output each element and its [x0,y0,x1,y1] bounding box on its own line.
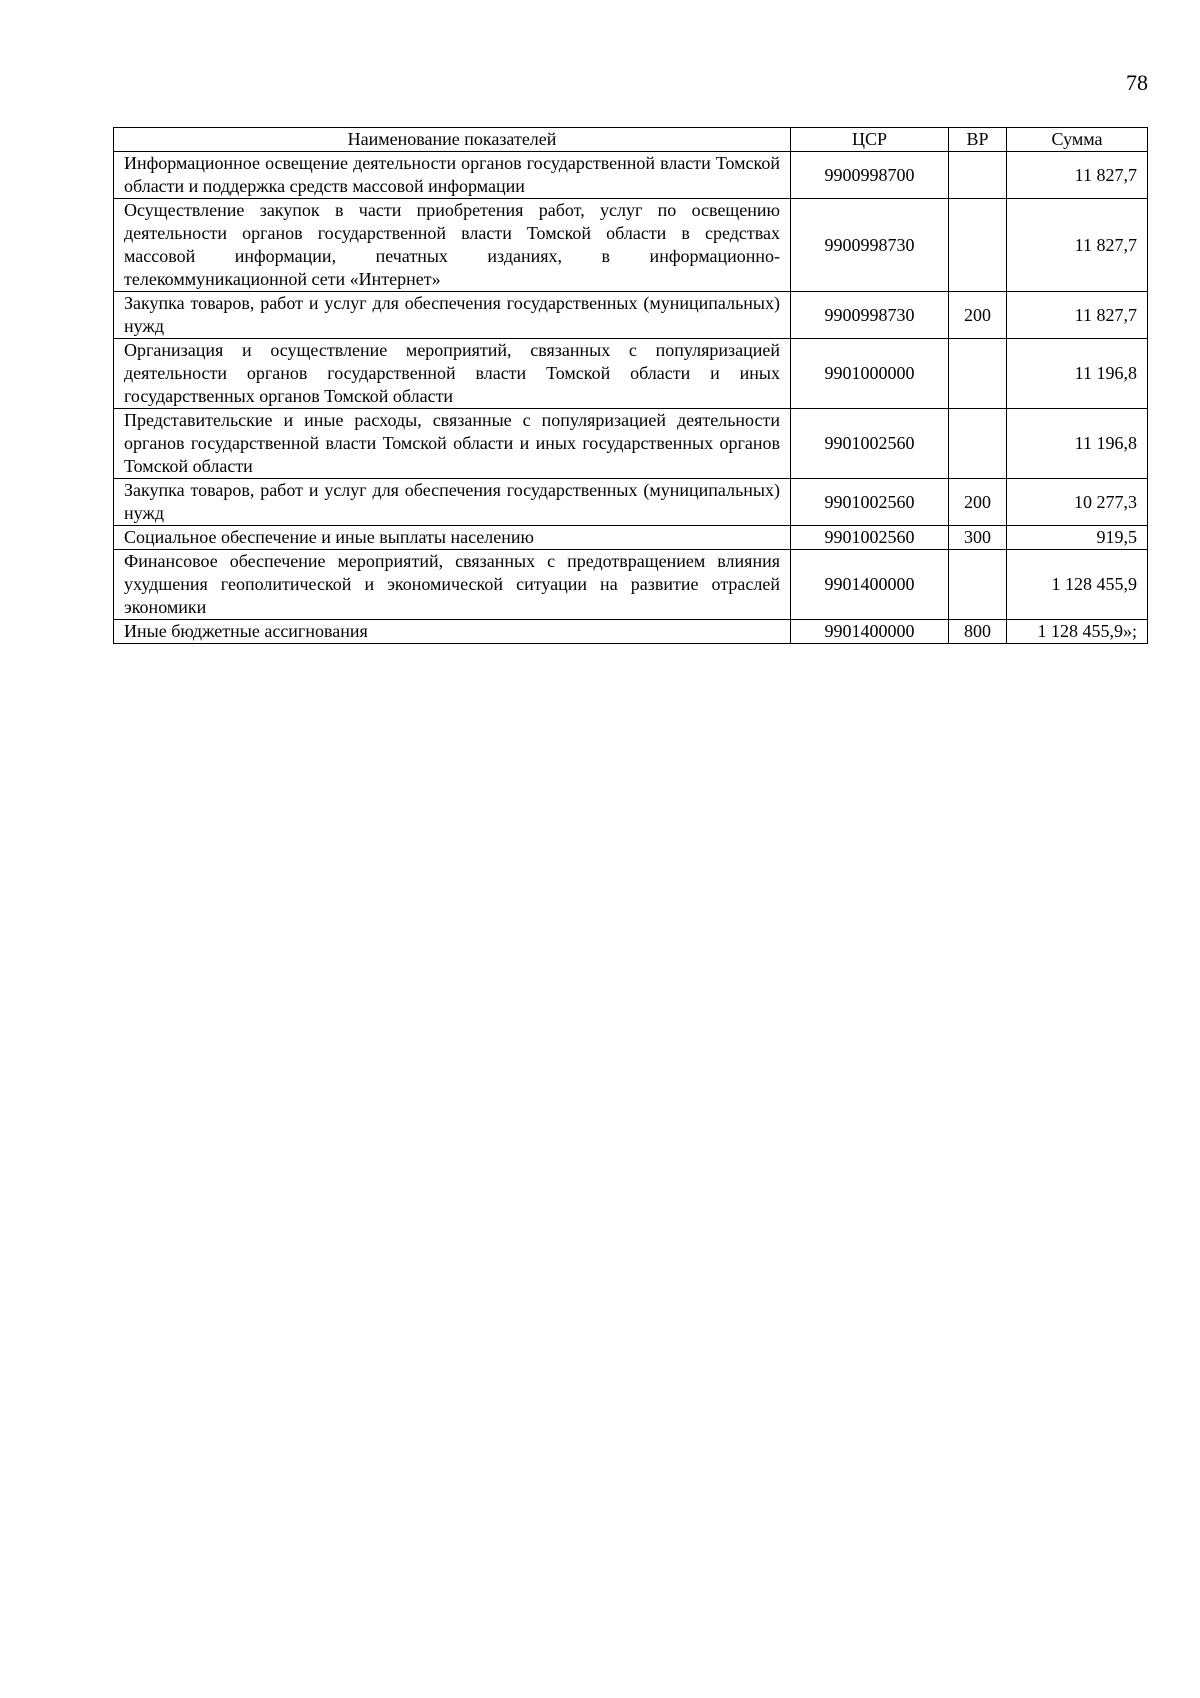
row-csr: 9901400000 [791,620,949,644]
row-name: Закупка товаров, работ и услуг для обеспечения государственных (муниципальных) нужд [114,292,791,339]
page-number: 78 [1126,70,1148,95]
row-vr: 200 [949,479,1007,526]
row-name: Закупка товаров, работ и услуг для обеспечения государственных (муниципальных) нужд [114,479,791,526]
row-vr [949,550,1007,620]
row-sum: 11 196,8 [1007,409,1148,479]
table-row [114,409,1148,479]
row-sum: 1 128 455,9 [1007,550,1148,620]
row-vr [949,409,1007,479]
row-name: Социальное обеспечение и иные выплаты населению [114,526,791,550]
row-csr: 9900998700 [791,152,949,199]
row-csr: 9900998730 [791,292,949,339]
table-row [114,479,1148,526]
row-name: Осуществление закупок в части приобретения работ, услуг по освещению деятельности органов государственной власти Томской области в средствах массовой информации, печатных изданиях, в информационно-телекоммуникационной сети «Интернет» [114,199,791,292]
row-sum: 11 827,7 [1007,199,1148,292]
row-sum: 10 277,3 [1007,479,1148,526]
row-vr [949,199,1007,292]
table-row [114,152,1148,199]
row-vr [949,152,1007,199]
row-csr: 9901002560 [791,526,949,550]
table-row [114,292,1148,339]
row-csr: 9901002560 [791,409,949,479]
row-vr: 200 [949,292,1007,339]
table-row [114,526,1148,550]
row-sum: 919,5 [1007,526,1148,550]
row-sum: 1 128 455,9»; [1007,620,1148,644]
header-sum: Сумма [1007,128,1148,152]
row-vr [949,339,1007,409]
row-vr: 300 [949,526,1007,550]
table-row [114,339,1148,409]
row-name: Организация и осуществление мероприятий, связанных с популяризацией деятельности органов государственной власти Томской области и иных государственных органов Томской области [114,339,791,409]
budget-table [113,127,1148,644]
table-row [114,550,1148,620]
row-sum: 11 196,8 [1007,339,1148,409]
header-csr: ЦСР [791,128,949,152]
row-csr: 9900998730 [791,199,949,292]
row-vr: 800 [949,620,1007,644]
row-sum: 11 827,7 [1007,152,1148,199]
row-name: Информационное освещение деятельности органов государственной власти Томской области и поддержка средств массовой информации [114,152,791,199]
row-csr: 9901400000 [791,550,949,620]
row-name: Иные бюджетные ассигнования [114,620,791,644]
row-name: Представительские и иные расходы, связанные с популяризацией деятельности органов государственной власти Томской области и иных государственных органов Томской области [114,409,791,479]
table-header-row [114,128,1148,152]
row-sum: 11 827,7 [1007,292,1148,339]
table-row [114,199,1148,292]
table-row [114,620,1148,644]
header-name: Наименование показателей [114,128,791,152]
row-csr: 9901002560 [791,479,949,526]
header-vr: ВР [949,128,1007,152]
row-name: Финансовое обеспечение мероприятий, связанных с предотвращением влияния ухудшения геополитической и экономической ситуации на развитие отраслей экономики [114,550,791,620]
row-csr: 9901000000 [791,339,949,409]
